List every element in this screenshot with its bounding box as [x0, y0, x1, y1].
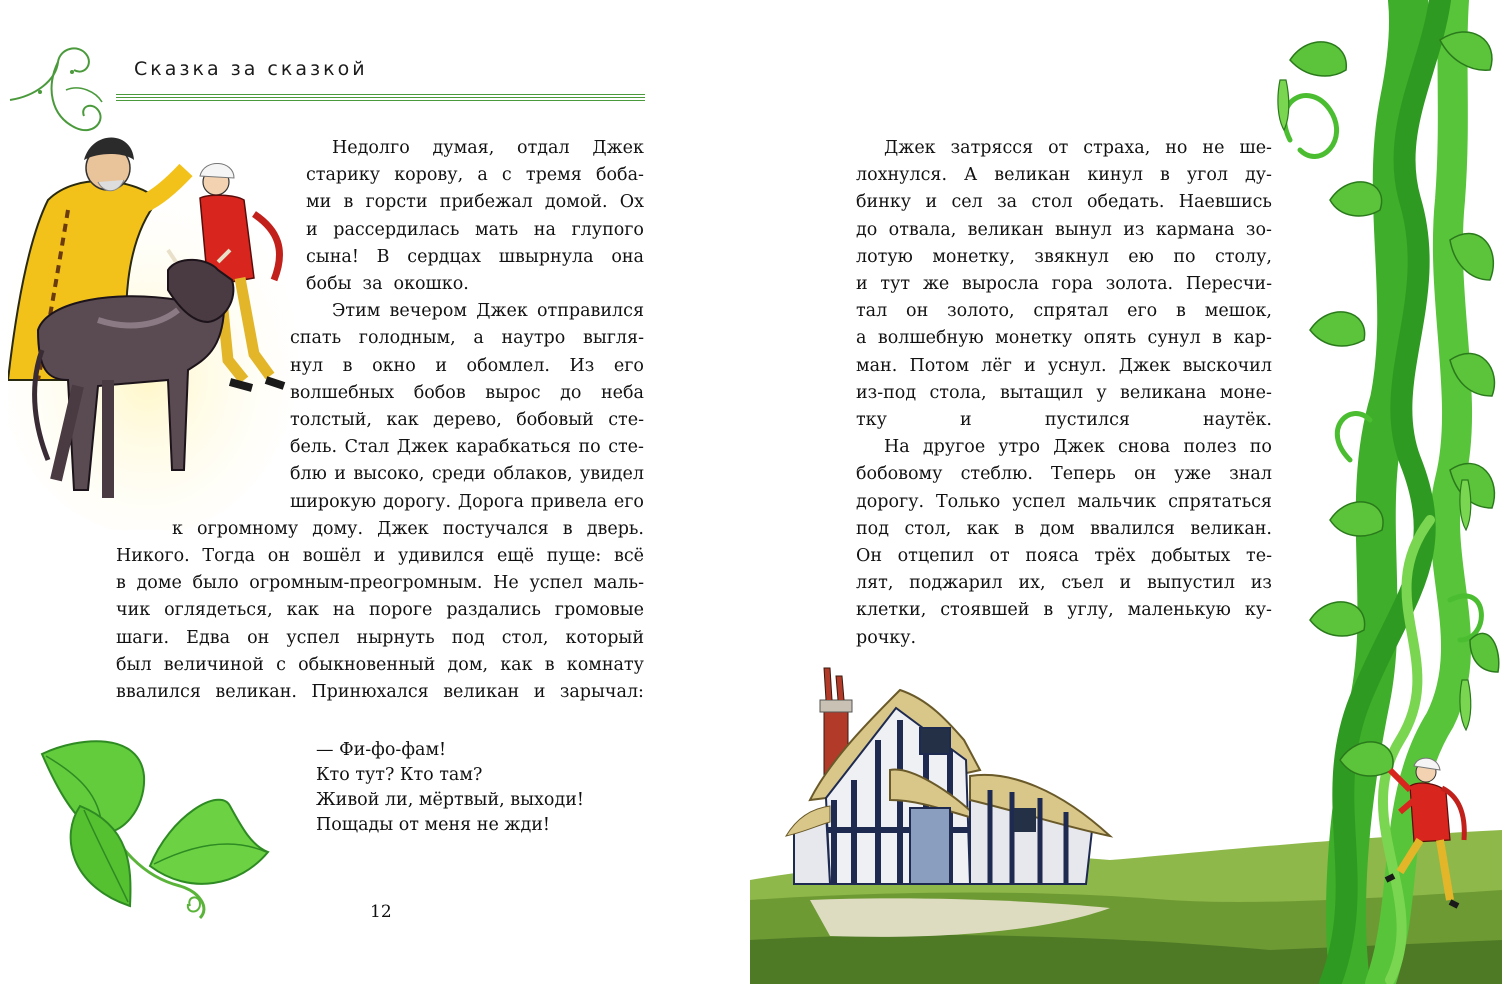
word: стол,	[904, 518, 952, 539]
word: на	[332, 600, 356, 621]
word: уснул.	[1047, 355, 1107, 376]
word: под	[856, 518, 889, 539]
word: лотую	[856, 246, 913, 267]
word: привела	[530, 491, 608, 512]
word: громовые	[554, 600, 644, 621]
word: бель.	[290, 437, 338, 458]
word: Только	[935, 491, 1001, 512]
word: бобов	[413, 382, 466, 403]
word: отдал	[517, 138, 570, 158]
word: успел	[1012, 491, 1066, 512]
text-line	[172, 516, 644, 543]
word: ввалился	[116, 682, 201, 702]
word: и	[306, 219, 318, 240]
word: Недолго	[332, 138, 410, 158]
word: постучался	[442, 518, 549, 539]
word: Принюхался	[311, 682, 429, 702]
word: за	[362, 274, 383, 294]
word: чик	[116, 600, 151, 621]
word: сына!	[306, 246, 359, 267]
word: Едва	[186, 627, 231, 648]
word: в	[1212, 328, 1223, 349]
word: страха,	[1083, 138, 1151, 158]
word: в	[116, 573, 126, 594]
word: обомлел.	[466, 355, 550, 376]
word: же	[922, 274, 950, 294]
word: другое	[922, 437, 986, 458]
word: спать	[290, 328, 342, 349]
word: но	[1165, 138, 1188, 158]
word: тремя	[525, 165, 582, 186]
page-number: 12	[370, 902, 392, 922]
word: она	[611, 246, 644, 267]
word: бинку	[856, 192, 912, 213]
text-line	[306, 217, 644, 244]
text-line	[116, 625, 644, 652]
word: пороге	[368, 600, 433, 621]
word: угол	[1186, 165, 1228, 186]
word: из	[1123, 219, 1145, 240]
word: мальчик	[1077, 491, 1157, 512]
word: окошко.	[393, 274, 469, 294]
word: золота.	[1105, 274, 1174, 294]
word: выскочил	[1182, 355, 1272, 376]
word: моне-	[1219, 382, 1272, 403]
word: дерево,	[433, 410, 502, 430]
word: отцепил	[897, 546, 974, 566]
word: успел	[529, 573, 583, 594]
word: волшебных	[290, 382, 395, 403]
word: маленькую	[1127, 600, 1231, 621]
word: доме	[136, 573, 182, 594]
word: нул	[290, 355, 324, 376]
word: как	[966, 518, 999, 539]
word: в	[1014, 518, 1025, 539]
word: наутёк.	[1203, 410, 1272, 430]
verse-line: — Фи-фо-фам!	[316, 740, 447, 760]
word: который	[565, 627, 644, 648]
word: швырнула	[498, 246, 594, 267]
word: и	[960, 410, 972, 430]
text-line	[290, 353, 644, 380]
word: и	[373, 546, 386, 566]
word: На	[884, 437, 910, 458]
word: в	[343, 192, 354, 213]
word: тал	[856, 301, 888, 322]
word: успел	[286, 627, 340, 648]
word: от	[1048, 138, 1069, 158]
word: дорогу.	[856, 491, 925, 512]
text-line	[116, 679, 644, 706]
text-line	[306, 271, 644, 298]
word: бобовому	[856, 464, 943, 485]
word: их,	[1018, 573, 1046, 594]
word: шаги.	[116, 627, 170, 648]
word: к	[172, 518, 183, 539]
word: из	[1250, 573, 1272, 594]
word: стол	[1031, 192, 1073, 213]
word: огромным-преогромным.	[249, 573, 483, 594]
word: зо-	[1245, 219, 1272, 240]
word: и	[334, 464, 346, 485]
word: обедать.	[1086, 192, 1165, 213]
word: и	[533, 682, 546, 702]
word: бобы	[306, 274, 352, 294]
word: Он	[856, 546, 883, 566]
word: он	[906, 301, 929, 322]
word: кинул	[1087, 165, 1143, 186]
word: всё	[613, 546, 644, 566]
word: высоко,	[353, 464, 425, 485]
text-line	[290, 325, 644, 352]
text-line	[116, 543, 644, 570]
header-rule	[116, 100, 645, 101]
word: Теперь	[1051, 464, 1116, 485]
word: корову,	[394, 165, 464, 186]
word: уже	[1174, 464, 1212, 485]
page-gutter	[700, 0, 750, 984]
word: лохнулся.	[856, 165, 948, 186]
word: из-под	[856, 382, 917, 403]
text-line	[332, 135, 644, 162]
word: гора	[1051, 274, 1093, 294]
word: а	[473, 328, 484, 349]
word: карабкаться	[455, 437, 571, 458]
word: рочку.	[856, 627, 917, 648]
word: великан.	[1190, 518, 1272, 539]
word: а	[477, 165, 488, 186]
word: вырос	[485, 382, 541, 403]
word: величиной	[163, 654, 264, 675]
word: зарычал:	[559, 682, 644, 702]
word: спрятал	[1033, 301, 1109, 322]
text-line	[290, 380, 644, 407]
word: ше-	[1239, 138, 1272, 158]
word: его	[613, 355, 644, 376]
header-rule	[116, 94, 645, 95]
text-line	[290, 407, 644, 434]
header-rule	[116, 97, 645, 98]
word: стоявшей	[940, 600, 1030, 621]
word: выпустил	[1146, 573, 1235, 594]
word: кармана	[1155, 219, 1235, 240]
word: добытых	[1151, 546, 1231, 566]
word: стола,	[929, 382, 987, 403]
word: оглядеться,	[164, 600, 273, 621]
word: затрясся	[950, 138, 1034, 158]
word: был	[116, 654, 152, 675]
word: дому.	[312, 518, 364, 539]
word: спрятаться	[1168, 491, 1272, 512]
word: Джек	[377, 518, 429, 539]
word: его	[613, 491, 644, 512]
text-line	[116, 570, 644, 597]
text-line	[290, 434, 644, 461]
word: вынул	[1055, 219, 1112, 240]
word: Никого.	[116, 546, 190, 566]
series-title: Сказка за сказкой	[134, 58, 368, 80]
word: Джек	[396, 437, 449, 458]
word: облаков,	[493, 464, 573, 485]
word: неба	[600, 382, 644, 403]
word: ввалился	[1090, 518, 1175, 539]
word: золото,	[947, 301, 1015, 322]
word: комнату	[566, 654, 644, 675]
word: маль-	[593, 573, 644, 594]
word: как	[386, 410, 419, 430]
word: он	[267, 546, 290, 566]
word: как	[286, 600, 319, 621]
word: он	[1133, 464, 1157, 485]
word: утро	[998, 437, 1041, 458]
word: отвала,	[888, 219, 957, 240]
word: в	[562, 518, 573, 539]
word: в	[1043, 600, 1054, 621]
word: от	[989, 546, 1010, 566]
word: под	[451, 627, 485, 648]
word: великана	[1120, 382, 1207, 403]
word: дверь.	[586, 518, 644, 539]
word: было	[192, 573, 239, 594]
word: с	[276, 654, 286, 675]
text-line	[306, 189, 644, 216]
word: великан	[994, 165, 1071, 186]
word: лят,	[856, 573, 894, 594]
word: старику	[306, 165, 381, 186]
word: окно	[372, 355, 416, 376]
word: волшебную	[877, 328, 984, 349]
word: толстый,	[290, 410, 372, 430]
text-line	[306, 244, 644, 271]
word: его	[1127, 301, 1158, 322]
word: широкую	[290, 491, 377, 512]
word: ман.	[856, 355, 898, 376]
word: удивился	[398, 546, 485, 566]
word: среди	[431, 464, 486, 485]
word: думая,	[432, 138, 495, 158]
word: монетку	[995, 328, 1073, 349]
word: нырнуть	[356, 627, 435, 648]
word: лёг	[981, 355, 1012, 376]
word: Ох	[619, 192, 644, 213]
word: знал	[1229, 464, 1272, 485]
word: бобовый	[516, 410, 594, 430]
word: наутро	[501, 328, 566, 349]
word: великан	[443, 682, 520, 702]
word: вечером	[389, 301, 468, 322]
word: рассердилась	[333, 219, 460, 240]
right-page	[750, 0, 1502, 984]
word: выгля-	[582, 328, 644, 349]
word: увидел	[579, 464, 644, 485]
word: мешок,	[1204, 301, 1272, 322]
bean-leaf-illustration	[40, 736, 280, 926]
word: в	[342, 355, 353, 376]
word: и	[856, 274, 868, 294]
word: Джек	[592, 138, 644, 158]
text-line	[290, 461, 644, 488]
giant-verse	[316, 738, 584, 838]
word: по	[1249, 437, 1272, 458]
word: ку-	[1244, 600, 1272, 621]
verse-line: Живой ли, мёртвый, выходи!	[316, 790, 584, 810]
word: прибежал	[439, 192, 533, 213]
text-line	[332, 298, 644, 325]
word: глупого	[571, 219, 644, 240]
word: до	[560, 382, 582, 403]
word: в	[544, 654, 555, 675]
word: Не	[493, 573, 519, 594]
text-line	[116, 597, 644, 624]
word: кар-	[1233, 328, 1272, 349]
word: вытащил	[1000, 382, 1083, 403]
word: сунул	[1147, 328, 1201, 349]
word: а	[856, 328, 867, 349]
word: сердцах	[407, 246, 481, 267]
word: до	[856, 219, 878, 240]
word: ду-	[1244, 165, 1272, 186]
word: раздались	[446, 600, 541, 621]
word: стеблю.	[960, 464, 1033, 485]
word: огромному	[197, 518, 299, 539]
word: домой.	[544, 192, 608, 213]
word: блю	[290, 464, 327, 485]
verse-line: Пощады от меня не жди!	[316, 815, 550, 835]
word: трёх	[1094, 546, 1136, 566]
word: поджарил	[909, 573, 1003, 594]
word: сел	[951, 192, 983, 213]
word: дом	[1039, 518, 1075, 539]
word: Пересчи-	[1185, 274, 1272, 294]
word: А	[964, 165, 978, 186]
word: и	[1119, 573, 1132, 594]
word: клетки,	[856, 600, 927, 621]
word: дорогу.	[382, 491, 452, 512]
word: обыкновенный	[298, 654, 436, 675]
word: на	[533, 219, 556, 240]
word: пояса	[1025, 546, 1079, 566]
word: великан.	[215, 682, 297, 702]
word: ми	[306, 192, 332, 213]
left-page	[0, 0, 700, 984]
word: Этим	[332, 301, 381, 322]
word: дом,	[447, 654, 489, 675]
word: он	[247, 627, 270, 648]
word: Джек	[1053, 437, 1105, 458]
word: вошёл	[302, 546, 361, 566]
word: звякнул	[1034, 246, 1109, 267]
word: Тогда	[202, 546, 256, 566]
word: сте-	[608, 410, 644, 430]
word: опять	[1083, 328, 1137, 349]
word: в	[1176, 301, 1186, 322]
illustration-jack-trades-cow	[8, 130, 298, 530]
word: углу,	[1067, 600, 1114, 621]
word: Наевшись	[1178, 192, 1272, 213]
word: боба-	[595, 165, 644, 186]
word: ею	[1128, 246, 1154, 267]
word: В	[376, 246, 390, 267]
word: и	[435, 355, 447, 376]
word: как	[500, 654, 533, 675]
word: с	[501, 165, 512, 186]
word: Стал	[344, 437, 390, 458]
word: и	[1024, 355, 1036, 376]
verse-line: Кто тут? Кто там?	[316, 765, 483, 785]
word: Потом	[909, 355, 970, 376]
word: Дорога	[457, 491, 524, 512]
word: те-	[1246, 546, 1272, 566]
word: стол,	[501, 627, 549, 648]
word: великан	[967, 219, 1044, 240]
word: тку	[856, 410, 887, 430]
word: Джек	[1118, 355, 1171, 376]
word: монетку,	[932, 246, 1015, 267]
illustration-house-and-beanstalk	[750, 0, 1502, 984]
word: по	[578, 437, 601, 458]
word: сте-	[608, 437, 644, 458]
word: выросла	[962, 274, 1039, 294]
word: по	[1173, 246, 1196, 267]
word: пуще:	[546, 546, 602, 566]
word: пустился	[1044, 410, 1130, 430]
word: мать	[474, 219, 519, 240]
word: не	[1202, 138, 1225, 158]
word: отправился	[537, 301, 644, 322]
word: снова	[1117, 437, 1171, 458]
word: голодным,	[358, 328, 456, 349]
word: Джек	[884, 138, 936, 158]
word: Джек	[476, 301, 528, 322]
text-line	[116, 652, 644, 679]
word: Из	[569, 355, 595, 376]
word: за	[997, 192, 1018, 213]
word: у	[1096, 382, 1107, 403]
text-line	[306, 162, 644, 189]
word: в	[1160, 165, 1170, 186]
word: ещё	[497, 546, 534, 566]
text-line	[290, 489, 644, 516]
word: съел	[1061, 573, 1104, 594]
word: горсти	[365, 192, 428, 213]
word: и	[925, 192, 938, 213]
word: тут	[880, 274, 911, 294]
word: столу,	[1214, 246, 1272, 267]
word: полез	[1183, 437, 1237, 458]
